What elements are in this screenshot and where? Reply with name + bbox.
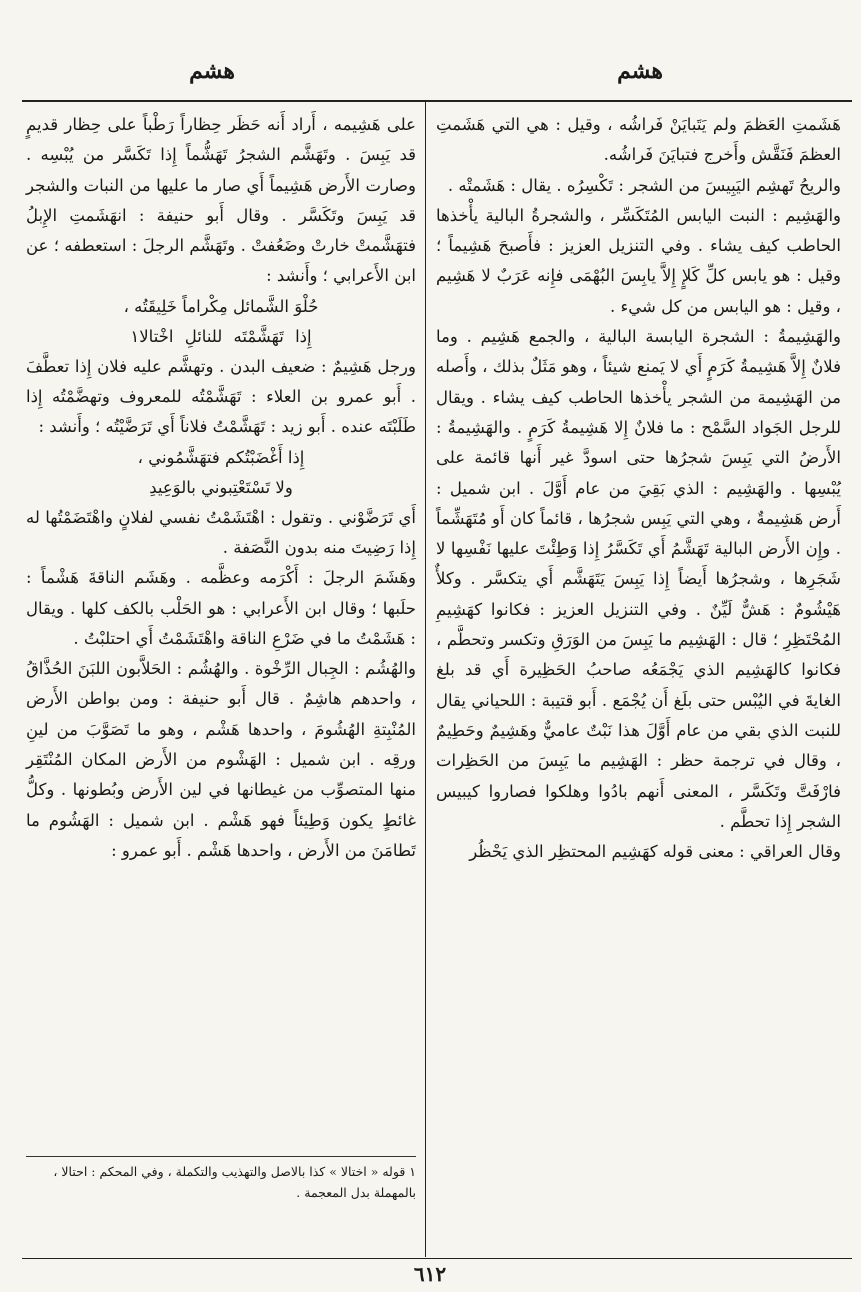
left-column bbox=[26, 110, 416, 866]
footnote: ١ قوله « اختالا » كذا بالاصل والتهذيب والتكملة ، وفي المحكم : احتالا ، بالمهملة بدل المعجمة . bbox=[26, 1156, 416, 1203]
left-paragraph: والهُشُم : الجِبال الرِّخْوة . والهُشُم : الحَلاَّبون اللبَنَ الحُذَّاقُ ، واحدهم هاشِمٌ . قال أَبو حنيفة : ومن بواطن الأَرض المُنْبِتةِ الهُشُومَ ، واحدها هَشْم ، وهو ما تَصَوَّبَ من لينِ ورقِه . ابن شميل : الهَشْوم من الأَرض المكان المُنْتَقِر منها المتصوِّب من غيطانها في لين الأَرض وبُطونها . وكلُّ غائطٍ يكون وَطِيئاً فهو هَشْم . ابن شميل : الهَشُوم ما تَطامَنَ من الأَرض ، واحدها هَشْم . أَبو عمرو : bbox=[26, 659, 416, 860]
right-paragraph: وقال العراقي : معنى قوله كهَشِيم المحتظِر الذي يَحْظُر bbox=[469, 842, 841, 862]
running-head-left: هشم bbox=[189, 58, 235, 84]
right-column bbox=[436, 110, 841, 867]
verse-line: حُلْوَ الشَّمائل مِكْراماً خَلِيقَتُه ، bbox=[123, 296, 319, 316]
right-paragraph: والهَشِيم : النبت اليابس المُتَكَسِّر ، والشجرةُ البالية يأْخذها الحاطب كيف يشاء . وفي التنزيل العزيز : فأَصبحَ هَشِيماً ؛ وقيل : هو يابس كلِّ كَلإٍ إِلاَّ يابِسَ البُهْمَى فإِنه عَرَبٌ لا هَشِيم ، وقيل : هو اليابس من كل شيء . bbox=[436, 205, 841, 316]
footer-rule bbox=[22, 1258, 852, 1259]
left-paragraph: على هَشِيمه ، أَراد أَنه حَظَر حِظاراً رَطْباً على حِظار قديمٍ قد يَبِسَ . وتَهَشَّم الشجرُ تَهَشُّماً إِذا تَكَسَّر من يُبْسِه . وصارت الأَرض هَشِيماً أَي صار ما عليها من النبات والشجر قد يَبِسَ وتَكَسَّر . وقال أَبو حنيفة : انهَشَمتِ الإِبلُ فتهَشَّمتْ خارتْ وضَعُفتْ . وتَهَشَّم الرجلَ : استعطفه ؛ عن ابن الأَعرابي ؛ وأَنشد : bbox=[26, 115, 416, 286]
column-divider bbox=[425, 102, 426, 1257]
verse-line: ولا تَسْتَعْتِبوني بالوَعِيدِ bbox=[149, 477, 293, 497]
left-paragraph: أَي تَرَضَّوْني . وتقول : اهْتَشَمْتُ نفسي لفلانٍ واهْتَضَمْتُها له إِذا رَضِيتَ منه بدون النَّصَفة . bbox=[26, 507, 416, 557]
right-paragraph: والريحُ تَهشِم اليَبِيسَ من الشجر : تَكْسِرُه . يقال : هَشَمتْه . bbox=[447, 175, 841, 195]
header-rule bbox=[22, 100, 852, 102]
right-paragraph: والهَشِيمةُ : الشجرة اليابسة البالية ، والجمع هَشِيم . وما فلانٌ إِلاَّ هَشِيمةُ كَرَمٍ أَي لا يَمنع شيئاً ، وهو مَثَلٌ بذلك ، وأَصله من الهَشِيمة من الشجر يأْخذها الحاطب كيف يشاء . ويقال للرجل الجَواد السَّمْح : ما فلانٌ إِلا هَشِيمةُ كَرَمٍ . والهَشِيمةُ : الأَرضُ التي يَبِسَ شجرُها حتى اسودَّ غير أَنها قائمة على يُبْسِها . والهَشِيم : الذي بَقِيَ من عام أَوَّلَ . ابن شميل : أَرض هَشِيمةٌ ، وهي التي يَبِس شجرُها ، قائماً كان أَو مُتَهَشِّماً . وإِن الأَرض البالية تَهَشَّمُ أَي تَكَسَّرُ إِذا وَطِئْتَ عليها نَفْسِها لا شَجَرِها ، وشجرُها أَيضاً إِذا يَبِسَ يَتَهَشَّم أَي يتكسَّر . وكلأٌ هَيْشُومٌ : هَشٌّ لَيِّنٌ . وفي التنزيل العزيز : فكانوا كهَشِيمِ المُحْتَظِرِ ؛ قال : الهَشِيم ما يَبِسَ من الوَرَقِ وتكسر وتحطَّم ، فكانوا كالهَشِيم الذي يَجْمَعُه صاحبُ الحَظِيرة أَي قد بلغ الغايةَ في اليُبْس حتى بلَغ أَن يُجْمَع . أَبو قتيبة : اللحياني يقال للنبت الذي بقي من عام أَوَّلَ هذا نَبْتٌ عاميٌّ وهَشِيمٌ وحَطِيمٌ ، وقال في ترجمة حظر : الهَشِيم ما يَبِسَ من الحَظِرات فارْفَتَّ وتَكَسَّر ، المعنى أَنهم بادُوا وهلكوا فصاروا كيبيس الشجر إِذا تحطَّم . bbox=[436, 327, 841, 831]
left-paragraph: وهَشَمَ الرجلَ : أَكْرَمه وعظَّمه . وهَشَم الناقةَ هَشْماً : حلَبها ؛ وقال ابن الأَعرابي : هو الحَلْب بالكف كلها . ويقال : هَشَمْتُ ما في ضَرْعِ الناقة واهْتَشَمْتُ أَي احتلبْتُ . bbox=[26, 568, 416, 648]
left-paragraph: ورجل هَشِيمٌ : ضعيف البدن . وتهشَّم عليه فلان إِذا تعطَّفَ . أَبو عمرو بن العلاء : تَهَشَّمْتُه للمعروف وتهضَّمْتُه إِذا طَلَبْتَه عنده . أَبو زيد : تَهَشَّمْتُ فلاناً أَي تَرَضَّيْتُه ؛ وأَنشد : bbox=[26, 356, 416, 437]
verse-line: إِذا أَغْضَبْتُكم فتهَشَّمُوني ، bbox=[137, 447, 305, 467]
running-head-right: هشم bbox=[617, 58, 663, 84]
verse-line: إِذا تَهَشَّمْتَه للنائلِ اخْتالا١ bbox=[130, 326, 312, 346]
right-paragraph: هَشَمتِ العَظمَ ولم يَتَبايَنْ فَراشُه ، وقيل : هي التي هَشَمتِ العظمَ فَنَقَّش وأَخرج فتبايَنَ فَراشُه. bbox=[436, 115, 841, 165]
page-number: ٦١٢ bbox=[413, 1262, 447, 1286]
